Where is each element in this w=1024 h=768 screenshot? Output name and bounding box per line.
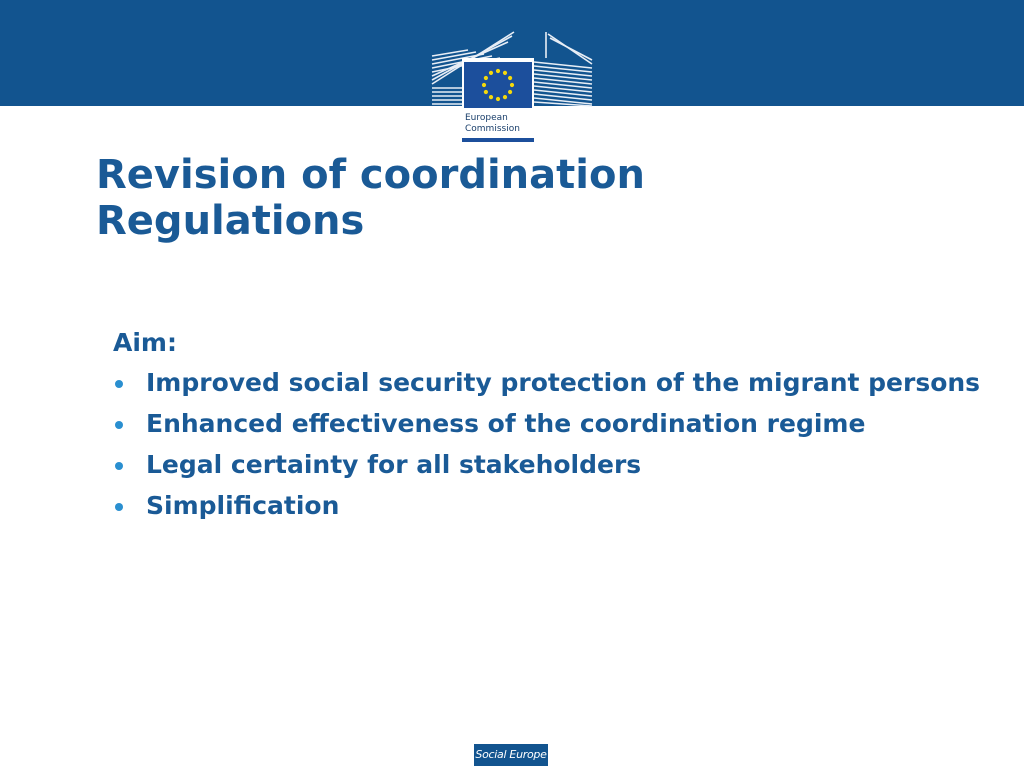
bullet-item (113, 366, 993, 400)
european-commission-logo (428, 28, 598, 144)
bullet-text: Legal certainty for all stakeholders (146, 450, 642, 479)
building-lines-right-icon (534, 32, 592, 106)
slide-title-line-2: Regulations (96, 198, 365, 244)
logo-text-commission: Commission (465, 124, 520, 134)
bullet-item (113, 448, 993, 482)
slide-title (96, 152, 916, 244)
aim-label: Aim: (113, 328, 177, 357)
bullet-dot-icon (115, 380, 123, 388)
bullet-item (113, 407, 993, 441)
bullet-dot-icon (115, 462, 123, 470)
bullet-dot-icon (115, 503, 123, 511)
bullet-text: Improved social security protection of the migrant persons (146, 368, 981, 397)
social-europe-badge: Social Europe (474, 744, 548, 766)
slide-body (113, 326, 993, 530)
logo-text-european: European (465, 113, 508, 123)
aim-bullet-list (113, 366, 993, 523)
slide-title-line-1: Revision of coordination (96, 152, 645, 198)
bullet-text: Simplification (146, 491, 340, 520)
bullet-dot-icon (115, 421, 123, 429)
bullet-item (113, 489, 993, 523)
bullet-text: Enhanced effectiveness of the coordination regime (146, 409, 866, 438)
